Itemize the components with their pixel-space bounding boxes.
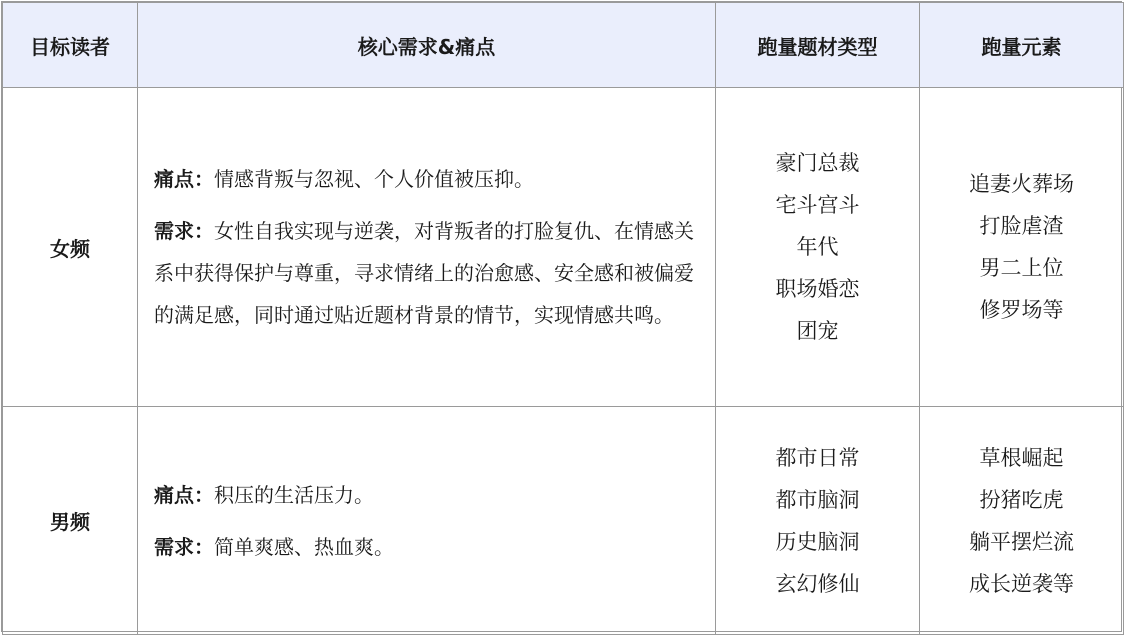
element-item: 躺平摆烂流 — [969, 529, 1074, 554]
header-target-reader: 目标读者 — [3, 3, 138, 88]
element-item: 打脸虐渣 — [979, 214, 1064, 238]
element-item: 追妻火葬场 — [969, 172, 1074, 196]
table-row-male — [3, 407, 1124, 635]
genres-cell-female — [716, 88, 920, 407]
table-row-female — [3, 88, 1124, 407]
element-item: 男二上位 — [979, 256, 1064, 280]
genre-item: 年代 — [796, 235, 839, 259]
genre-item: 职场婚恋 — [775, 277, 860, 301]
header-core-needs-pain-points: 核心需求&痛点 — [138, 3, 716, 88]
elements-cell-male — [920, 407, 1124, 635]
pain-point-paragraph — [154, 158, 701, 200]
needs-cell-female — [138, 88, 716, 407]
reader-cell-female: 女频 — [3, 88, 138, 407]
pain-point-label: 痛点： — [154, 482, 214, 507]
genre-item: 玄幻修仙 — [775, 571, 860, 596]
pain-point-text: 情感背叛与忽视、个人价值被压抑。 — [214, 167, 534, 191]
reader-cell-male: 男频 — [3, 407, 138, 635]
table-body — [3, 88, 1124, 635]
element-item: 成长逆袭等 — [969, 571, 1074, 596]
header-genre-types: 跑量题材类型 — [716, 3, 920, 88]
element-item: 扮猪吃虎 — [979, 487, 1064, 512]
element-item: 草根崛起 — [979, 445, 1064, 470]
genre-item: 豪门总裁 — [775, 151, 860, 175]
table-header — [3, 3, 1124, 88]
reader-needs-table — [2, 2, 1124, 635]
header-elements: 跑量元素 — [920, 3, 1124, 88]
need-label: 需求： — [154, 534, 214, 559]
reader-needs-table-frame — [1, 1, 1122, 632]
pain-point-paragraph — [154, 474, 701, 516]
genre-item: 都市脑洞 — [775, 487, 860, 512]
pain-point-text: 积压的生活压力。 — [214, 482, 374, 507]
need-text: 简单爽感、热血爽。 — [214, 534, 394, 559]
genre-item: 团宠 — [796, 319, 839, 343]
header-row — [3, 3, 1124, 88]
needs-cell-male — [138, 407, 716, 635]
need-label: 需求： — [154, 219, 214, 243]
elements-cell-female — [920, 88, 1124, 407]
need-paragraph — [154, 210, 701, 336]
genre-item: 都市日常 — [775, 445, 860, 470]
genres-cell-male — [716, 407, 920, 635]
need-paragraph — [154, 526, 701, 568]
pain-point-label: 痛点： — [154, 167, 214, 191]
genre-item: 宅斗宫斗 — [775, 193, 860, 217]
element-item: 修罗场等 — [979, 298, 1064, 322]
genre-item: 历史脑洞 — [775, 529, 860, 554]
need-text: 女性自我实现与逆袭，对背叛者的打脸复仇、在情感关系中获得保护与尊重，寻求情绪上的治愈感、安全感和被偏爱的满足感，同时通过贴近题材背景的情节，实现情感共鸣。 — [154, 219, 694, 327]
